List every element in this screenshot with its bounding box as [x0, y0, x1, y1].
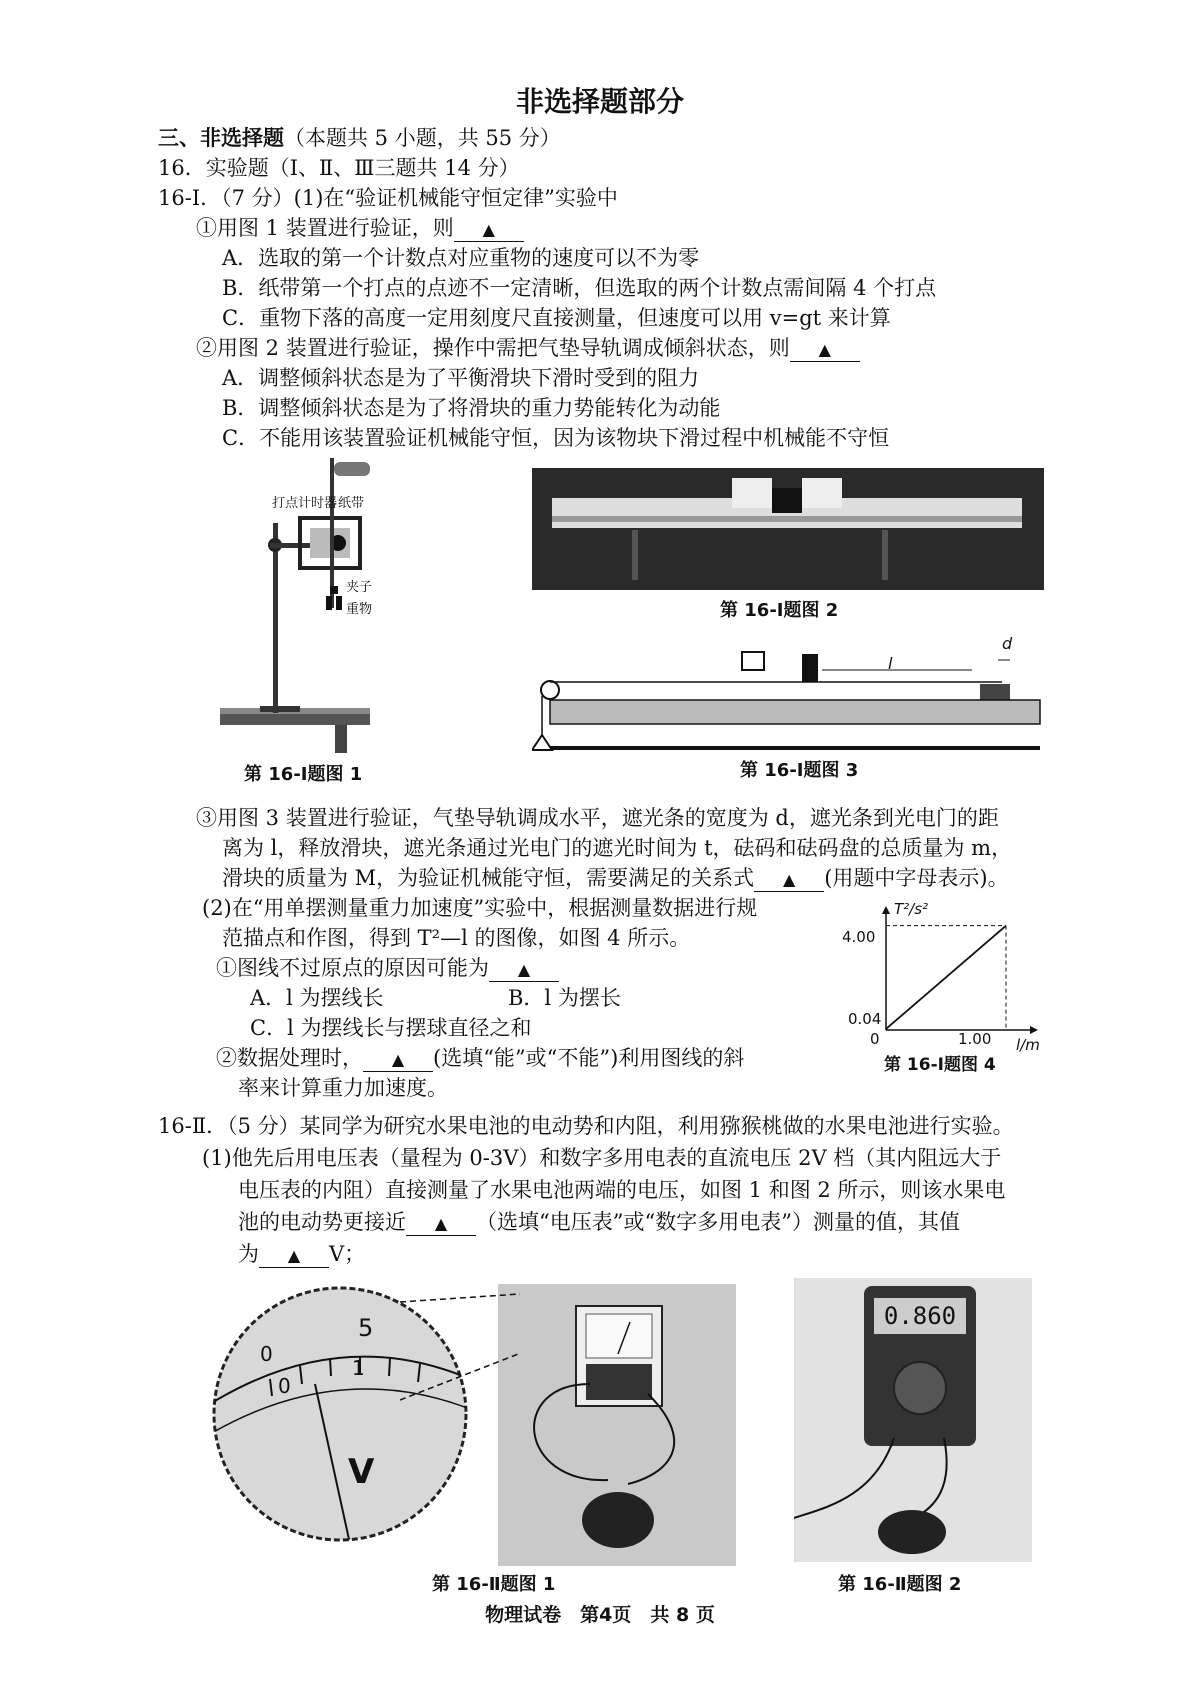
q16-1-part2-option-b: B．调整倾斜状态是为了将滑块的重力势能转化为动能	[222, 396, 721, 420]
line-text: 滑块的质量为 M，为验证机械能守恒，需要满足的关系式	[222, 866, 755, 890]
meter-tick-0-lower: 0	[278, 1374, 291, 1398]
q16-2-line1: (1)他先后用电压表（量程为 0-3V）和数字多用电表的直流电压 2V 档（其内阻远大于	[202, 1146, 1002, 1170]
q16-1-part-2-line1: (2)在“用单摆测量重力加速度”实验中，根据测量数据进行规	[202, 896, 758, 920]
q16-1-part1-stem	[196, 214, 524, 242]
label-timer: 打点计时器	[272, 496, 338, 511]
q16-2-line3	[238, 1208, 960, 1236]
air-track-photo	[532, 468, 1044, 590]
meter-tick-1: 1	[352, 1356, 365, 1380]
meter-unit: V	[348, 1452, 375, 1492]
question-16-2-header: 16-Ⅱ．（5 分）某同学为研究水果电池的电动势和内阻，利用猕猴桃做的水果电池进行实验。	[158, 1114, 1014, 1138]
label-l: l	[888, 654, 893, 673]
y-axis-arrow	[882, 906, 890, 914]
q16-1-part-2-option-c: C．l 为摆线长与摆球直径之和	[250, 1016, 532, 1040]
y-axis-label: T²/s²	[894, 900, 929, 918]
figure-16-2-2-caption: 第 16-Ⅱ题图 2	[838, 1574, 962, 1595]
line-text: 为	[238, 1242, 259, 1266]
stem-text: ①图线不过原点的原因可能为	[216, 956, 489, 980]
q16-2-line4	[238, 1240, 365, 1268]
blank-mark: ▲	[818, 340, 831, 359]
origin-label: 0	[870, 1030, 880, 1048]
question-16: 16．实验题（Ⅰ、Ⅱ、Ⅲ三题共 14 分）	[158, 156, 520, 180]
q16-1-part-2-option-a: A．l 为摆线长	[250, 986, 384, 1010]
q16-1-part3-line2: 离为 l，释放滑块，遮光条通过光电门的遮光时间为 t，砝码和砝码盘的总质量为 m，	[222, 836, 1013, 860]
q16-2-line2: 电压表的内阻）直接测量了水果电池两端的电压，如图 1 和图 2 所示，则该水果电	[238, 1178, 1006, 1202]
voltmeter-photo	[498, 1284, 736, 1566]
x-axis-arrow	[1030, 1026, 1038, 1034]
q16-1-part-2-line2: 范描点和作图，得到 T²—l 的图像，如图 4 所示。	[222, 926, 691, 950]
line-text: 池的电动势更接近	[238, 1210, 406, 1234]
figure-16-1-3-caption: 第 16-Ⅰ题图 3	[740, 760, 859, 781]
q16-1-part-2-q2-cont: 率来计算重力加速度。	[238, 1076, 448, 1100]
figure-16-1-4-caption: 第 16-Ⅰ题图 4	[884, 1055, 996, 1075]
q2-text-end: (选填“能”或“不能”)利用图线的斜	[433, 1046, 745, 1070]
label-weight: 重物	[346, 602, 373, 617]
multimeter-display: 0.860	[883, 1302, 957, 1330]
x-tick: 1.00	[958, 1030, 992, 1048]
blank-mark: ▲	[287, 1246, 301, 1265]
q16-1-part2-option-c: C．不能用该装置验证机械能守恒，因为该物块下滑过程中机械能不守恒	[222, 426, 890, 450]
answer-blank[interactable]	[259, 1243, 329, 1268]
blank-mark: ▲	[482, 220, 495, 239]
answer-blank[interactable]	[406, 1211, 476, 1236]
q16-1-part1-option-b: B．纸带第一个打点的点迹不一定清晰，但选取的两个计数点需间隔 4 个打点	[222, 276, 937, 300]
section-note: （本题共 5 小题，共 55 分）	[284, 126, 561, 150]
figure-16-1-2	[532, 468, 1044, 590]
meter-tick-0-upper: 0	[260, 1342, 273, 1366]
stem-text: ①用图 1 装置进行验证，则	[196, 216, 454, 240]
figure-16-1-2-caption: 第 16-Ⅰ题图 2	[720, 600, 839, 621]
figure-16-1-4	[840, 900, 1040, 1054]
stem-text: ②用图 2 装置进行验证，操作中需把气垫导轨调成倾斜状态，则	[196, 336, 790, 360]
page-title: 非选择题部分	[515, 85, 684, 118]
air-track-schematic	[532, 640, 1044, 760]
figure-16-1-3	[532, 634, 1044, 760]
blank-mark: ▲	[517, 960, 531, 979]
figure-16-1-1-caption: 第 16-Ⅰ题图 1	[244, 764, 363, 785]
x-axis-label: l/m	[1016, 1036, 1040, 1054]
q2-text: ②数据处理时，	[216, 1046, 363, 1070]
answer-blank[interactable]	[363, 1047, 433, 1072]
answer-blank[interactable]	[489, 957, 559, 982]
series-line	[886, 926, 1006, 1029]
line-text-end: (用题中字母表示)。	[824, 866, 1009, 890]
line-text-end: （选填“电压表”或“数字多用电表”）测量的值，其值	[476, 1210, 960, 1234]
question-16-1-header: 16-Ⅰ．（7 分）(1)在“验证机械能守恒定律”实验中	[158, 186, 618, 210]
figure-16-2-1-photo	[498, 1284, 736, 1566]
label-d: d	[1002, 634, 1013, 653]
blank-mark: ▲	[783, 870, 796, 889]
meter-tick-5: 5	[358, 1314, 374, 1342]
figure-16-2-1-caption: 第 16-Ⅱ题图 1	[432, 1574, 556, 1595]
y-tick-intercept: 0.04	[848, 1010, 882, 1028]
zoom-guide-lines	[400, 1290, 520, 1410]
answer-blank[interactable]	[754, 867, 824, 892]
q16-1-part2-option-a: A．调整倾斜状态是为了平衡滑块下滑时受到的阻力	[222, 366, 700, 390]
label-tape: 纸带	[338, 496, 365, 511]
q16-1-part-2-q2	[216, 1044, 744, 1072]
answer-blank[interactable]	[790, 337, 860, 362]
y-tick-top: 4.00	[842, 928, 876, 946]
q16-1-part3-line3	[222, 864, 1009, 892]
blank-mark: ▲	[434, 1214, 448, 1233]
q16-1-part-2-option-b: B．l 为摆长	[508, 986, 621, 1010]
label-clip: 夹子	[346, 580, 373, 595]
answer-blank[interactable]	[454, 217, 524, 242]
q16-1-part-2-q1	[216, 954, 559, 982]
q16-1-part1-option-c: C．重物下落的高度一定用刻度尺直接测量，但速度可以用 v=gt 来计算	[222, 306, 891, 330]
figure-16-2-2-photo	[794, 1278, 1032, 1562]
blank-mark: ▲	[391, 1050, 405, 1069]
q16-1-part1-option-a: A．选取的第一个计数点对应重物的速度可以不为零	[222, 246, 700, 270]
q16-1-part2-stem	[196, 334, 860, 362]
section-heading-line	[158, 124, 561, 152]
q16-1-part3-line1: ③用图 3 装置进行验证，气垫导轨调成水平，遮光条的宽度为 d，遮光条到光电门的距	[196, 806, 999, 830]
page-footer: 物理试卷 第4页 共 8 页	[485, 1604, 715, 1626]
section-heading: 三、非选择题	[158, 126, 284, 150]
figure-16-1-1	[210, 458, 380, 758]
line-text-end: V；	[329, 1242, 366, 1266]
